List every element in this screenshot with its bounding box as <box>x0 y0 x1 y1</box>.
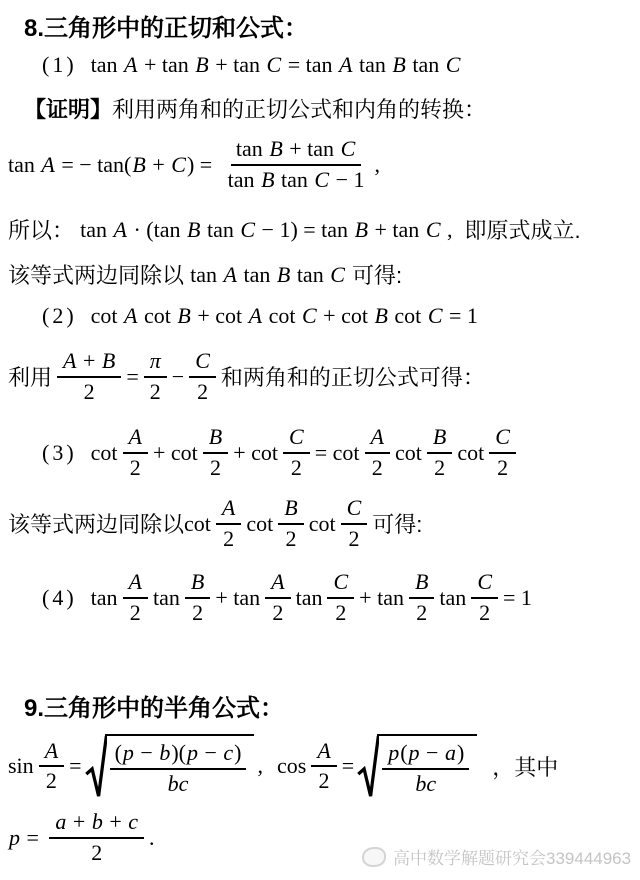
radicand <box>105 734 255 799</box>
sin-term: sin <box>8 753 34 779</box>
proof-text: 利用两角和的正切公式和内角的转换： <box>112 97 487 122</box>
fraction-denominator: 2 <box>272 599 284 625</box>
fraction <box>223 137 370 192</box>
fraction-denominator: 2 <box>192 599 204 625</box>
watermark <box>362 844 631 869</box>
conclusion-line <box>8 214 581 245</box>
transform-tail: 和两角和的正切公式可得： <box>220 365 485 391</box>
pdef-tail: . <box>149 824 155 850</box>
radicand <box>377 734 477 799</box>
fraction-numerator: C <box>283 425 310 454</box>
fraction <box>427 425 452 480</box>
fraction <box>110 741 247 796</box>
cot-term: + cot <box>233 439 279 465</box>
fraction-numerator: C <box>471 570 498 599</box>
divide-note-1 <box>8 259 402 290</box>
proof-intro-line <box>24 93 486 124</box>
fraction <box>409 570 434 625</box>
conclusion-tail: 即原式成立. <box>464 218 581 243</box>
semiperimeter-line <box>8 810 155 865</box>
fraction-denominator: 2 <box>223 525 235 551</box>
fraction-denominator: 2 <box>371 454 383 480</box>
conclusion-lead: 所以： <box>8 218 81 243</box>
fraction-denominator: bc <box>415 770 437 796</box>
tan-term: tan <box>439 584 467 610</box>
fraction-numerator: B <box>185 570 210 599</box>
fraction-numerator: A <box>365 425 390 454</box>
section-8-heading: 8.三角形中的正切和公式： <box>24 15 309 42</box>
fraction <box>39 739 64 794</box>
fraction-numerator: C <box>189 349 216 378</box>
fraction <box>123 425 148 480</box>
equals-sign: = <box>69 753 82 779</box>
sqrt-radical <box>85 734 255 799</box>
tan-derivation-line <box>8 137 380 192</box>
cot-term: cot <box>394 439 422 465</box>
fraction-denominator: 2 <box>416 599 428 625</box>
fraction <box>382 741 469 796</box>
transform-lead: 利用 <box>8 365 53 391</box>
cot-term: cot <box>457 439 485 465</box>
proof-tag: 【证明】 <box>24 97 113 122</box>
sqrt-radical <box>357 734 477 799</box>
formula-2-line <box>42 303 478 329</box>
fraction-denominator: 2 <box>348 525 360 551</box>
fraction-denominator: bc <box>167 770 189 796</box>
fraction-denominator: 2 <box>434 454 446 480</box>
fraction <box>144 349 167 404</box>
fraction-denominator: 2 <box>335 599 347 625</box>
divide-note-2 <box>8 496 422 551</box>
fraction-numerator: π <box>144 349 167 378</box>
fraction-denominator: 2 <box>290 454 302 480</box>
fraction-denominator: 2 <box>197 378 209 404</box>
fraction-denominator: 2 <box>129 454 141 480</box>
radical-sign-icon <box>85 734 107 799</box>
formula-3-number: (3) <box>42 439 77 465</box>
equals-one: = 1 <box>503 584 532 610</box>
sincos-tail: ，其中 <box>492 754 559 780</box>
cot-term: cot <box>90 439 118 465</box>
fraction <box>283 425 310 480</box>
club-logo-icon <box>362 847 386 867</box>
fraction-denominator: 2 <box>318 768 330 794</box>
fraction <box>471 570 498 625</box>
tan-term: + tan <box>359 584 404 610</box>
formula-2-number: (2) <box>42 303 77 328</box>
fraction <box>216 496 241 551</box>
fraction-numerator: A <box>265 570 290 599</box>
divide-note-1-tail: 可得: <box>345 263 403 288</box>
fraction-numerator: B <box>203 425 228 454</box>
fraction-denominator: 2 <box>91 839 103 865</box>
fraction <box>489 425 516 480</box>
fraction-numerator: p(p − a) <box>382 741 469 770</box>
fraction-numerator: C <box>489 425 516 454</box>
fraction <box>49 810 144 865</box>
fraction <box>185 570 210 625</box>
fraction-denominator: 2 <box>497 454 509 480</box>
tan-term: tan <box>153 584 180 610</box>
fraction-denominator: 2 <box>210 454 222 480</box>
half-angle-sincos-line <box>8 734 558 799</box>
fraction <box>265 570 290 625</box>
equals-sign: = <box>341 753 355 779</box>
formula-3-line <box>42 425 521 480</box>
fraction <box>311 739 336 794</box>
cot-term: = cot <box>314 439 360 465</box>
divide-note-1-lead: 该等式两边同除以 <box>8 263 191 288</box>
cot-term: cot <box>308 510 336 536</box>
watermark-text: 高中数学解题研究会339444963 <box>393 849 632 868</box>
divide-note-2-lead: 该等式两边同除以 <box>8 512 185 538</box>
formula-4-number: (4) <box>42 584 77 610</box>
fraction-numerator: a + b + c <box>49 810 144 839</box>
derivation-tail: , <box>374 151 381 177</box>
tan-term: tan <box>295 584 323 610</box>
fraction-denominator: tan B tan C − 1 <box>227 166 365 192</box>
fraction-numerator: A <box>123 425 148 454</box>
conclusion-math: tan A · (tan B tan C − 1) = tan B + tan C , <box>80 216 453 242</box>
fraction-denominator: 2 <box>149 378 161 404</box>
equals-sign: = <box>126 363 139 389</box>
fraction-denominator: 2 <box>45 768 57 794</box>
cot-term: cot <box>246 510 274 536</box>
fraction-numerator: B <box>409 570 434 599</box>
section-9-heading: 9.三角形中的半角公式： <box>24 695 285 722</box>
fraction <box>57 349 121 404</box>
fraction-numerator: A <box>123 570 148 599</box>
divide-note-2-tail: 可得: <box>372 512 423 538</box>
formula-1-line <box>42 52 461 78</box>
fraction-numerator: tan B + tan C <box>231 137 361 166</box>
cot-term: + cot <box>153 439 198 465</box>
fraction <box>203 425 228 480</box>
formula-1-math: tan A + tan B + tan C = tan A tan B tan C <box>90 52 461 77</box>
formula-4-line <box>42 570 532 625</box>
radical-sign-icon <box>357 734 379 799</box>
fraction <box>365 425 390 480</box>
fraction <box>189 349 216 404</box>
fraction-numerator: A <box>311 739 336 768</box>
fraction-numerator: (p − b)(p − c) <box>110 741 247 770</box>
fraction-numerator: A <box>216 496 241 525</box>
fraction-denominator: 2 <box>129 599 141 625</box>
fraction-numerator: B <box>427 425 452 454</box>
fraction <box>278 496 303 551</box>
fraction-numerator: C <box>341 496 368 525</box>
fraction-numerator: A + B <box>57 349 121 378</box>
fraction-numerator: A <box>39 739 64 768</box>
fraction-denominator: 2 <box>83 378 95 404</box>
divide-note-1-math: tan A tan B tan C <box>190 261 345 287</box>
fraction-denominator: 2 <box>285 525 297 551</box>
minus-sign: − <box>171 363 185 389</box>
comma: , <box>257 753 263 779</box>
fraction <box>341 496 368 551</box>
tan-term: tan <box>90 584 118 610</box>
cot-term: cot <box>184 510 211 536</box>
tan-term: + tan <box>215 584 261 610</box>
derivation-lead: tan A = − tan(B + C) = <box>8 151 218 177</box>
half-angle-transform-line <box>8 349 485 404</box>
formula-1-number: (1) <box>42 52 77 77</box>
fraction <box>327 570 354 625</box>
fraction-numerator: B <box>278 496 303 525</box>
formula-2-math: cot A cot B + cot A cot C + cot B cot C = 1 <box>90 303 478 328</box>
fraction-denominator: 2 <box>479 599 491 625</box>
pdef-lead: p = <box>9 824 45 850</box>
cos-term: cos <box>276 753 307 779</box>
fraction <box>123 570 148 625</box>
fraction-numerator: C <box>327 570 354 599</box>
